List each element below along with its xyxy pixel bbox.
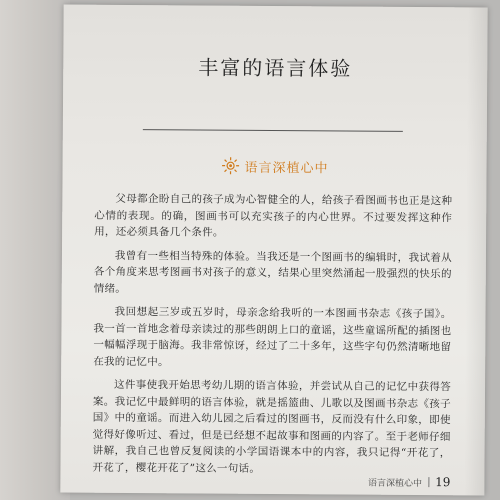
paragraph: 父母都企盼自己的孩子成为心智健全的人，给孩子看图画书也正是这种心情的表现。的确，图画书可以充实孩子的内心世界。不过要发挥这种作用，还必须具备几个条件。 (94, 192, 453, 239)
footer-section-label: 语言深植心中 (368, 478, 423, 489)
book-page (60, 5, 487, 496)
section-label: 语言深植心中 (244, 160, 329, 176)
chapter-title: 丰富的语言体验 (198, 55, 353, 81)
paragraph: 我曾有一些相当特殊的体验。当我还是一个图画书的编辑时，我试着从各个角度来思考图画书对孩子的意义，结果心里突然涌起一股强烈的快乐的情绪。 (93, 249, 452, 295)
body-text (92, 191, 452, 485)
paragraph: 这件事使我开始思考幼儿期的语言体验，并尝试从自己的记忆中获得答案。我记忆中最鲜明的语言体验，就是摇篮曲、儿歌以及图画书杂志《孩子国》中的童谣。而进入幼儿园之后看过的图画书，反而没有什么印象，即使觉得好像听过、看过，但是已经想不起故事和图画的内容了。至于老师仔细讲解，我自己也曾反复阅读的小学国语课本中的内容，我只记得“开花了，开花了，樱花开花了”这么一句话。 (92, 378, 452, 475)
footer-separator (428, 477, 429, 487)
sun-icon (221, 156, 241, 176)
paragraph: 我回想起三岁或五岁时，母亲念给我听的一本图画书杂志《孩子国》。我一首一首地念着母亲读过的那些朗朗上口的童谣，这些童谣所配的插图也一幅幅浮现于脑海。我非常惊讶，经过了二十多年，这些字句仍然清晰地留在我的记忆中。 (93, 305, 452, 368)
page-number: 19 (435, 475, 451, 490)
section-heading (62, 155, 486, 182)
page-footer (368, 475, 450, 490)
background-left (0, 0, 70, 500)
divider (143, 129, 403, 132)
